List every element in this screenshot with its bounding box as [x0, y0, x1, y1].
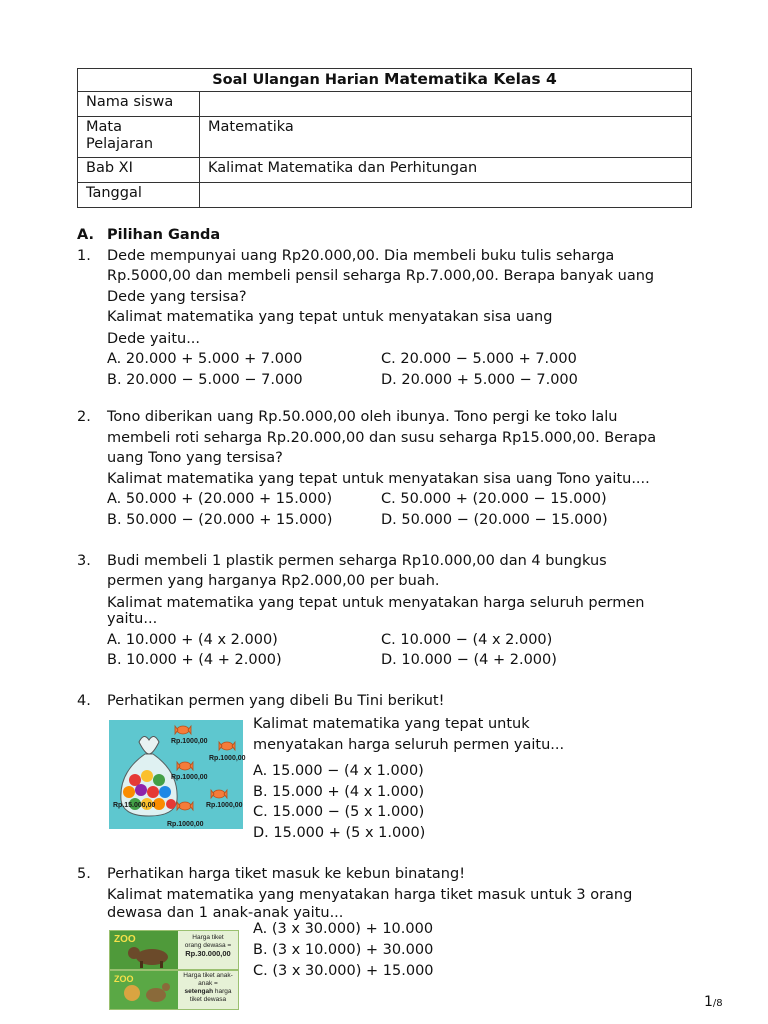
ticket-child-line — [180, 988, 236, 996]
q1-option-c: C. 20.000 − 5.000 + 7.000 — [381, 351, 577, 367]
candy-image — [109, 720, 246, 829]
q1-line: Dede mempunyai uang Rp20.000,00. Dia membeli buku tulis seharga — [107, 248, 615, 264]
q2-line: Kalimat matematika yang tepat untuk menyatakan sisa uang Tono yaitu.... — [107, 471, 650, 487]
q2-option-c: C. 50.000 + (20.000 − 15.000) — [381, 491, 607, 507]
q3-option-d: D. 10.000 − (4 + 2.000) — [381, 652, 557, 668]
ticket-adult-line: orang dewasa = — [184, 942, 232, 949]
q1-line: Rp.5000,00 dan membeli pensil seharga Rp.7.000,00. Berapa banyak uang — [107, 268, 655, 284]
q5-option-c: C. (3 x 30.000) + 15.000 — [253, 963, 434, 979]
q5-line: dewasa dan 1 anak-anak yaitu... — [107, 905, 344, 921]
ticket-adult-price: Rp.30.000,00 — [185, 949, 231, 958]
q4-intro: Perhatikan permen yang dibeli Bu Tini berikut! — [107, 693, 445, 709]
q2-line: membeli roti seharga Rp.20.000,00 dan susu seharga Rp15.000,00. Berapa — [107, 430, 657, 446]
ticket-child-word: harga — [214, 988, 232, 995]
q4-line: menyatakan harga seluruh permen yaitu... — [253, 737, 565, 753]
q3-line: permen yang harganya Rp2.000,00 per buah. — [107, 573, 440, 589]
ticket-child-line: Harga tiket anak- — [183, 972, 233, 979]
zoo-logo: ZOO — [114, 974, 134, 984]
label-mata-pelajaran-text: Mata Pelajaran — [86, 119, 154, 152]
label-bab: Bab XI — [78, 158, 200, 183]
page-total: /8 — [712, 998, 723, 1009]
q2-line: uang Tono yang tersisa? — [107, 450, 283, 466]
title-prefix: Soal Ulangan Harian — [212, 72, 385, 88]
header-table — [77, 68, 692, 208]
q3-number: 3. — [77, 553, 91, 569]
q5-line: Kalimat matematika yang menyatakan harga tiket masuk untuk 3 orang — [107, 887, 633, 903]
value-bab: Kalimat Matematika dan Perhitungan — [200, 158, 692, 183]
q1-option-a: A. 20.000 + 5.000 + 7.000 — [107, 351, 303, 367]
q4-option-b: B. 15.000 + (4 x 1.000) — [253, 784, 425, 800]
candy-price-tag: Rp.1000,00 — [171, 774, 208, 781]
ticket-child-picture — [110, 971, 178, 1009]
zoo-logo: ZOO — [114, 934, 136, 945]
value-nama-siswa — [200, 92, 692, 117]
q1-option-b: B. 20.000 − 5.000 − 7.000 — [107, 372, 303, 388]
q4-number: 4. — [77, 693, 91, 709]
candy-price-tag: Rp.1000,00 — [167, 821, 204, 828]
worksheet-title — [78, 69, 692, 92]
value-mata-pelajaran: Matematika — [200, 117, 692, 158]
q3-option-a: A. 10.000 + (4 x 2.000) — [107, 632, 278, 648]
ticket-child-emphasis: setengah — [184, 988, 214, 995]
q2-option-d: D. 50.000 − (20.000 − 15.000) — [381, 512, 608, 528]
q3-option-b: B. 10.000 + (4 + 2.000) — [107, 652, 282, 668]
label-tanggal: Tanggal — [78, 183, 200, 208]
candy-price-tag: Rp.15.000,00 — [113, 802, 156, 809]
page-current: 1 — [704, 994, 713, 1010]
title-main: Matematika Kelas 4 — [384, 70, 557, 88]
q5-option-a: A. (3 x 30.000) + 10.000 — [253, 921, 434, 937]
q1-line: Dede yang tersisa? — [107, 289, 247, 305]
ticket-adult-line: Harga tiket — [192, 934, 224, 941]
q1-option-d: D. 20.000 + 5.000 − 7.000 — [381, 372, 578, 388]
ticket-adult-text — [180, 934, 236, 958]
candy-price-tag: Rp.1000,00 — [209, 755, 246, 762]
q2-number: 2. — [77, 409, 91, 425]
q5-number: 5. — [77, 866, 91, 882]
q3-line: yaitu... — [107, 611, 158, 627]
q4-option-c: C. 15.000 − (5 x 1.000) — [253, 804, 425, 820]
candy-price-tag: Rp.1000,00 — [206, 802, 243, 809]
q5-option-b: B. (3 x 10.000) + 30.000 — [253, 942, 434, 958]
q1-line: Dede yaitu... — [107, 331, 201, 347]
q1-line: Kalimat matematika yang tepat untuk menyatakan sisa uang — [107, 309, 553, 325]
q1-number: 1. — [77, 248, 91, 264]
q3-line: Kalimat matematika yang tepat untuk menyatakan harga seluruh permen — [107, 595, 645, 611]
ticket-child-line: tiket dewasa — [189, 996, 227, 1003]
q4-option-a: A. 15.000 − (4 x 1.000) — [253, 763, 424, 779]
q2-option-a: A. 50.000 + (20.000 + 15.000) — [107, 491, 333, 507]
q5-intro: Perhatikan harga tiket masuk ke kebun binatang! — [107, 866, 466, 882]
section-title: Pilihan Ganda — [107, 227, 221, 243]
label-mata-pelajaran — [78, 117, 200, 158]
page-number — [704, 994, 723, 1010]
ticket-adult-picture — [110, 931, 178, 969]
ticket-child-line: anak = — [198, 980, 218, 987]
q2-option-b: B. 50.000 − (20.000 + 15.000) — [107, 512, 333, 528]
label-nama-siswa: Nama siswa — [78, 92, 200, 117]
section-letter: A. — [77, 227, 94, 243]
q3-line: Budi membeli 1 plastik permen seharga Rp10.000,00 dan 4 bungkus — [107, 553, 607, 569]
ticket-adult-image — [109, 930, 239, 970]
ticket-child-image — [109, 970, 239, 1010]
ticket-child-text — [180, 972, 236, 1004]
q4-option-d: D. 15.000 + (5 x 1.000) — [253, 825, 426, 841]
value-tanggal — [200, 183, 692, 208]
candy-price-tag: Rp.1000,00 — [171, 738, 208, 745]
q4-line: Kalimat matematika yang tepat untuk — [253, 716, 530, 732]
q2-line: Tono diberikan uang Rp.50.000,00 oleh ibunya. Tono pergi ke toko lalu — [107, 409, 618, 425]
q3-option-c: C. 10.000 − (4 x 2.000) — [381, 632, 553, 648]
